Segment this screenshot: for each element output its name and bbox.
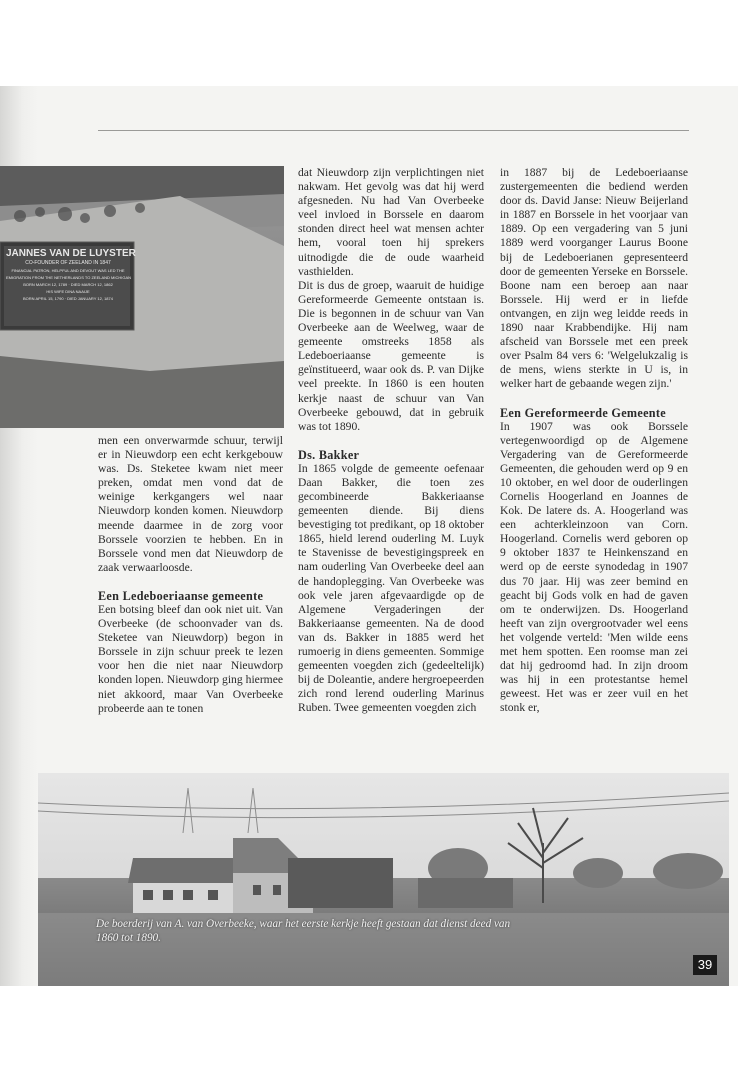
- paragraph: In 1907 was ook Borssele vertegenwoordigd op de Algemene Vergadering van de Gereformeerde Gemeenten, die gehouden werd op 9 en 10 oktober, en wel door de ouderlingen Cornelis Hoogerland en Joannes de Kok. De latere ds. A. Hoogerland was een achterkleinzoon van Corn. Hoogerland. Cornelis werd geboren op 9 oktober 1837 te Heinkenszand en werd op de eerste synodedag in 1907 dus 70 jaar. Hij was zeer bemind en geacht bij Gods volk en had de gaven om te onderwijzen. Ds. Hoogerland heeft van zijn overgrootvader wel eens het volgende verteld: 'Men wilde eens met hem spotten. Een roomse man zei dat hij gedroomd had. In zijn droom was hij in een protestantse hemel geweest. Het was er zeer vuil en het stonk er,: [500, 419, 688, 715]
- text-column-2: [298, 166, 484, 715]
- text-column-3: [500, 166, 688, 715]
- paragraph: In 1865 volgde de gemeente oefenaar Daan Bakker, die toen zes gecombineerde Bakkeriaanse gemeenten diende. Bij diens bevestiging tot predikant, op 18 oktober 1865, hield lerend ouderling M. Luyk te Stavenisse de bevestigingspreek en nam ouderling Van Overbeeke deel aan de handoplegging. Van Overbeeke was ook vele jaren afgevaardigde op de Algemene Vergaderingen der Bakkeriaanse gemeenten. Na de dood van ds. Bakker in 1885 werd het rumoerig in diens gemeenten. Sommige gemeenten voegden zich (gedeeltelijk) bij de Doleantie, andere hergroepeerden zich rond lerend ouderling Marinus Ruben. Twee gemeenten voegden zich: [298, 461, 484, 715]
- plaque-line: EMIGRATION FROM THE NETHERLANDS TO ZEELAND MICHIGAN: [6, 275, 132, 280]
- header-rule: [98, 130, 689, 131]
- paragraph: in 1887 bij de Ledeboeriaanse zustergemeenten die bediend werden door ds. David Janse: Nieuw Beijerland in 1887 en Borssele in het voorjaar van 1889. Op een vergadering van 5 juni 1889 werd voorganger Laurus Boone bij de Ledeboerianen gepresenteerd door de gemeenten Yerseke en Borssele. Boone nam een beroep aan naar Borssele. Hij werd er in liefde ontvangen, en zijn weg leidde reeds in 1890 naar Krabbendijke. Hij nam afscheid van Borssele met een preek over Psalm 84 vers 6: 'Welgelukzalig is de mens, wiens sterkte in U is, in welker hart de gebaande wegen zijn.': [500, 166, 688, 391]
- farmhouse-photo: [38, 773, 729, 986]
- plaque-line: BORN MARCH 12, 1789 · DIED MARCH 12, 1862: [23, 282, 113, 287]
- section-heading: Een Gereformeerde Gemeente: [500, 405, 666, 420]
- plaque-line: CO-FOUNDER OF ZEELAND IN 1847: [25, 260, 111, 266]
- memorial-plaque-photo: [0, 166, 284, 428]
- plaque-line: BORN APRIL 15, 1790 · DIED JANUARY 12, 1874: [23, 296, 113, 301]
- paragraph: dat Nieuwdorp zijn verplichtingen niet nakwam. Het gevolg was dat hij werd afgesneden. Nu had Van Overbeeke veel invloed in Borssele en daarom stonden direct heel wat mensen achter hem, vooral toen hij sprekers uitnodigde die de oude waarheid vasthielden.: [298, 166, 484, 278]
- plaque-name: JANNES VAN DE LUYSTER: [6, 248, 136, 259]
- page-number: 39: [693, 955, 717, 975]
- section-heading: Een Ledeboeriaanse gemeente: [98, 588, 264, 603]
- paragraph: Dit is dus de groep, waaruit de huidige Gereformeerde Gemeente ontstaan is. Die is begonnen in de schuur van Van Overbeeke aan de Weelweg, waar de gemeente omstreeks 1858 als Ledeboeriaanse gemeente is geïnstitueerd, waar ook ds. P. van Dijke veel preekte. In 1860 is een houten kerkje naast de schuur van Van Overbeeke gebouwd, dat in gebruik was tot 1890.: [298, 278, 484, 433]
- paragraph: men een onverwarmde schuur, terwijl er in Nieuwdorp een echt kerkgebouw was. Ds. Steketee kwam niet meer preken, omdat men vond dat de weinige kerkgangers wel naar Nieuwdorp konden komen. Nieuwdorp meende daarmee in de zorg voor Borssele voorzien te hebben. En in Borssele vond men dat Nieuwdorp de zaak verwaarloosde.: [98, 434, 283, 574]
- photo-caption: De boerderij van A. van Overbeeke, waar het eerste kerkje heeft gestaan dat dienst deed van 1860 tot 1890.: [96, 918, 511, 944]
- paragraph: Een botsing bleef dan ook niet uit. Van Overbeeke (de schoonvader van ds. Steketee van Nieuwdorp) begon in Borssele in zijn schuur preek te lezen voor hen die niet naar Nieuwdorp konden lopen. Nieuwdorp ging hiermee niet akkoord, maar Van Overbeeke probeerde aan te tonen: [98, 602, 283, 715]
- text-column-1: [98, 434, 283, 716]
- plaque-line: HIS WIFE DINA NAAIJE: [46, 289, 90, 294]
- section-heading: Ds. Bakker: [298, 447, 360, 462]
- plaque-line: FINANCIAL PATRON, HELPFUL AND DEVOUT WAS LED THE: [11, 268, 125, 273]
